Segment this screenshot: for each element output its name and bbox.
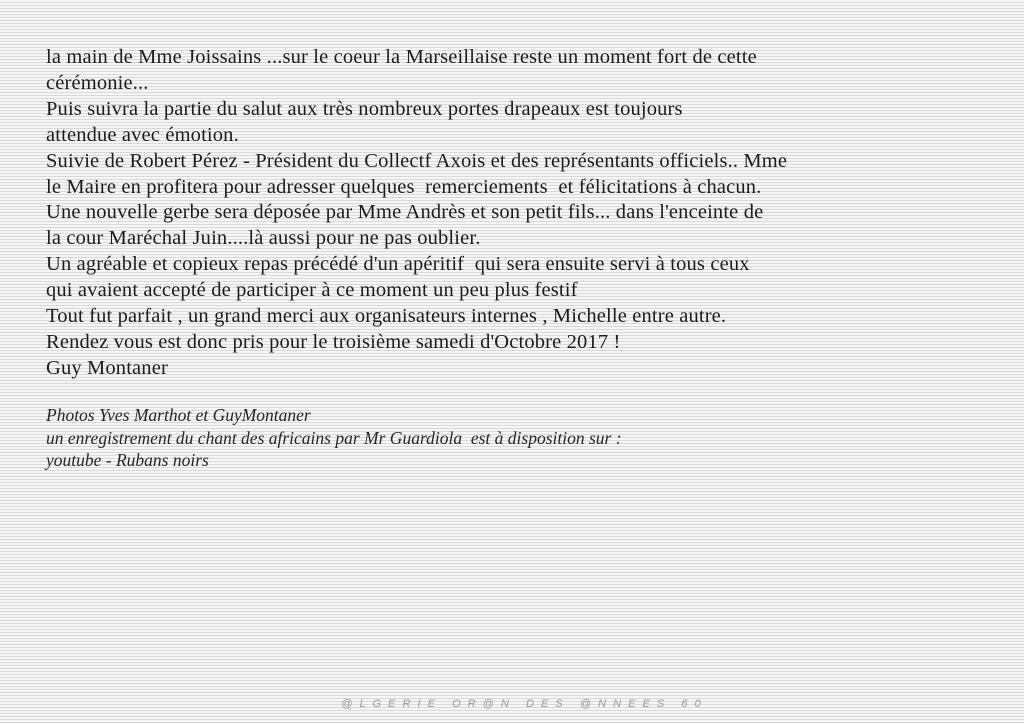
- body-line: la main de Mme Joissains ...sur le coeur la Marseillaise reste un moment fort de cette: [46, 46, 757, 68]
- body-line: la cour Maréchal Juin....là aussi pour ne pas oublier.: [46, 227, 481, 250]
- body-line: cérémonie...: [46, 71, 149, 94]
- body-line: qui avaient accepté de participer à ce moment un peu plus festif: [46, 279, 578, 302]
- author-signature: Guy Montaner: [46, 356, 168, 379]
- credits-block: [46, 404, 946, 472]
- body-line: Une nouvelle gerbe sera déposée par Mme Andrès et son petit fils... dans l'enceinte de: [46, 201, 764, 224]
- body-line: Suivie de Robert Pérez - Président du Collectf Axois et des représentants officiels.. Mme: [46, 149, 788, 172]
- body-line: Tout fut parfait , un grand merci aux organisateurs internes , Michelle entre autre.: [46, 305, 727, 328]
- body-line: le Maire en profitera pour adresser quelques remerciements et félicitations à chacun.: [46, 175, 762, 198]
- recording-note: un enregistrement du chant des africains par Mr Guardiola est à disposition sur :: [46, 427, 622, 448]
- article-body: [46, 45, 1006, 382]
- page-footer: @ L G E R I E O R @ N D E S @ N N E E S 6 0: [341, 698, 703, 710]
- youtube-reference: youtube - Rubans noirs: [46, 450, 209, 470]
- photo-credit: Photos Yves Marthot et GuyMontaner: [46, 405, 311, 425]
- body-line: attendue avec émotion.: [46, 123, 239, 146]
- body-line: Rendez vous est donc pris pour le troisième samedi d'Octobre 2017 !: [46, 330, 621, 353]
- body-line: Puis suivra la partie du salut aux très nombreux portes drapeaux est toujours: [46, 97, 683, 120]
- body-line: Un agréable et copieux repas précédé d'un apéritif qui sera ensuite servi à tous ceux: [46, 253, 750, 276]
